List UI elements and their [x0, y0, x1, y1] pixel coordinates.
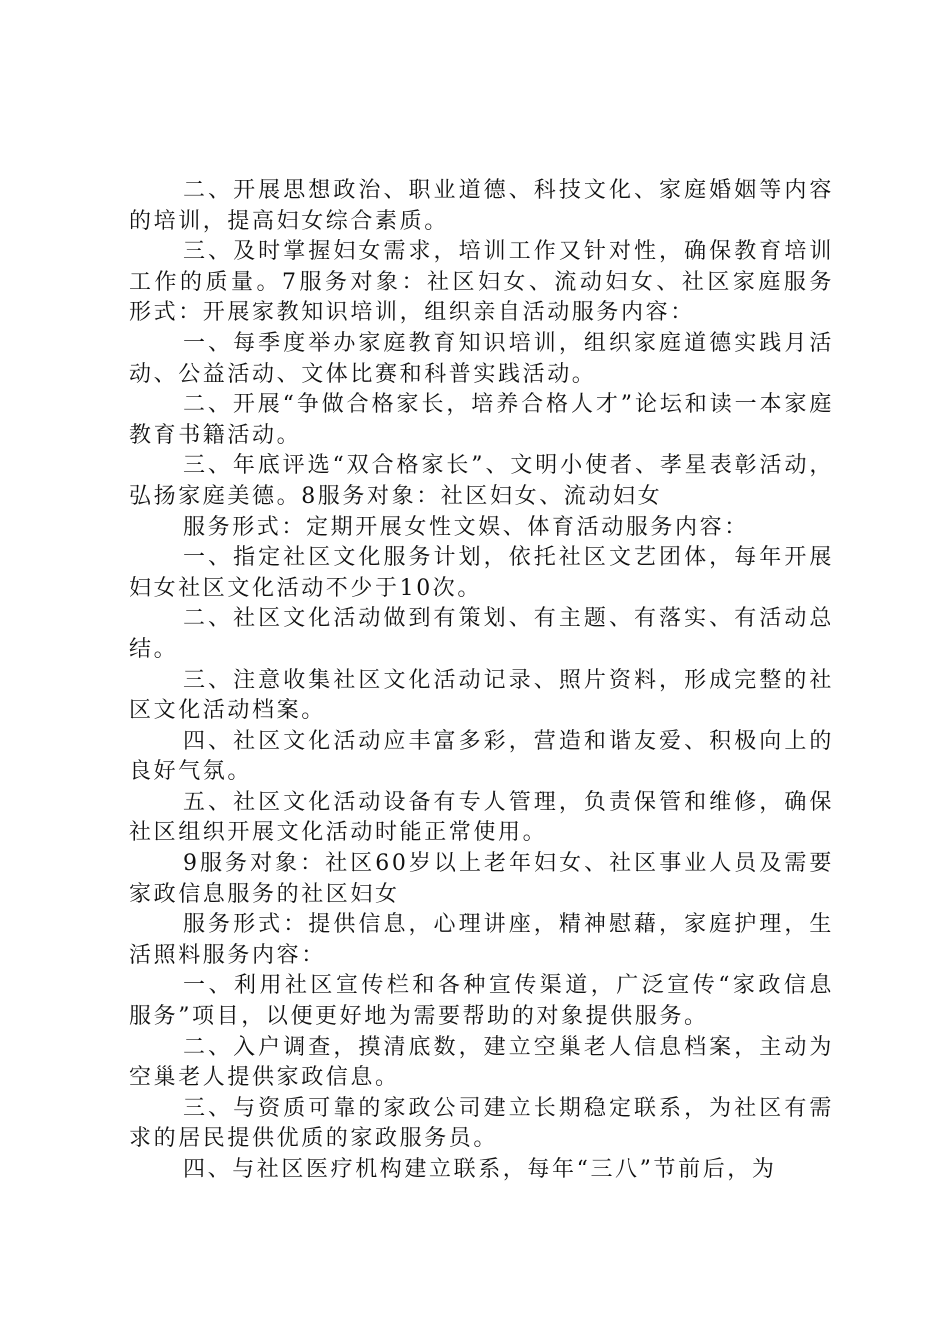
- paragraph: 三、与资质可靠的家政公司建立长期稳定联系，为社区有需求的居民提供优质的家政服务员。: [129, 1095, 834, 1152]
- paragraph: 四、与社区医疗机构建立联系，每年“三八”节前后，为: [183, 1157, 777, 1182]
- paragraph: 服务形式：提供信息，心理讲座，精神慰藉，家庭护理，生活照料服务内容：: [129, 912, 834, 968]
- paragraph: 二、社区文化活动做到有策划、有主题、有落实、有活动总结。: [129, 606, 834, 662]
- paragraph: 二、入户调查，摸清底数，建立空巢老人信息档案，主动为空巢老人提供家政信息。: [129, 1034, 834, 1091]
- paragraph: 9服务对象：社区60岁以上老年妇女、社区事业人员及需要家政信息服务的社区妇女: [129, 851, 834, 907]
- paragraph: 三、及时掌握妇女需求，培训工作又针对性，确保教育培训工作的质量。7服务对象：社区妇女、流动妇女、社区家庭服务形式：开展家教知识培训，组织亲自活动服务内容：: [129, 239, 834, 326]
- document-body: [129, 176, 834, 1186]
- paragraph: 三、注意收集社区文化活动记录、照片资料，形成完整的社区文化活动档案。: [129, 667, 834, 724]
- paragraph: 一、利用社区宣传栏和各种宣传渠道，广泛宣传“家政信息服务”项目，以便更好地为需要帮助的对象提供服务。: [129, 973, 834, 1030]
- paragraph: 四、社区文化活动应丰富多彩，营造和谐友爱、积极向上的良好气氛。: [129, 728, 834, 785]
- paragraph: 五、社区文化活动设备有专人管理，负责保管和维修，确保社区组织开展文化活动时能正常使用。: [129, 789, 834, 846]
- paragraph: 三、年底评选“双合格家长”、文明小使者、孝星表彰活动，弘扬家庭美德。8服务对象：社区妇女、流动妇女: [129, 453, 834, 509]
- paragraph: 一、每季度举办家庭教育知识培训，组织家庭道德实践月活动、公益活动、文体比赛和科普实践活动。: [129, 330, 834, 387]
- paragraph: 二、开展思想政治、职业道德、科技文化、家庭婚姻等内容的培训，提高妇女综合素质。: [129, 178, 834, 234]
- paragraph: 服务形式：定期开展女性文娱、体育活动服务内容：: [183, 514, 749, 540]
- paragraph: 一、指定社区文化服务计划，依托社区文艺团体，每年开展妇女社区文化活动不少于10次。: [129, 545, 834, 601]
- paragraph: 二、开展“争做合格家长，培养合格人才”论坛和读一本家庭教育书籍活动。: [129, 392, 834, 448]
